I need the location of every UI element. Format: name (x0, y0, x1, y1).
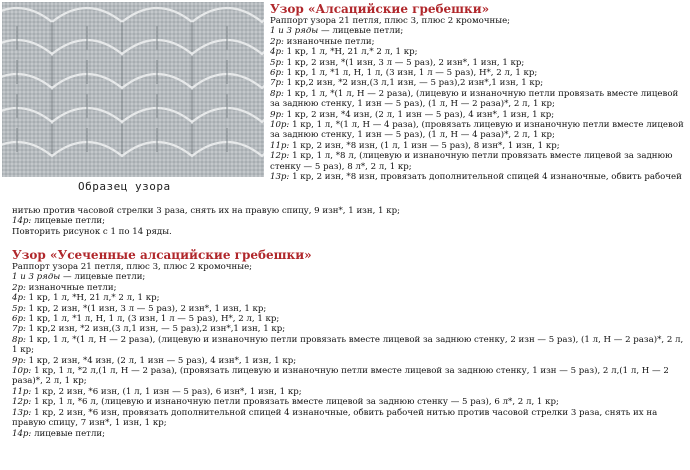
pattern1-repeat: Раппорт узора 21 петля, плюс 3, плюс 2 кромочные; (270, 16, 511, 26)
pattern1-block (270, 2, 686, 183)
pattern2-repeat: Раппорт узора 21 петля, плюс 3, плюс 2 кромочные; (12, 262, 253, 272)
pattern-row: 7р: 1 кр,2 изн, *2 изн,(3 л,1 изн, — 5 раз),2 изн*,1 изн, 1 кр; (270, 78, 544, 89)
pattern1-rows (270, 26, 686, 172)
pattern-row: 11р: 1 кр, 2 изн, *8 изн, (1 л, 1 изн — 5 раз), 8 изн*, 1 изн, 1 кр; (270, 140, 560, 151)
pattern1-row13-rest: нитью против часовой стрелки 3 раза, снять их на правую спицу, 9 изн*, 1 изн, 1 кр; (12, 206, 401, 216)
pattern-row: 11р: 1 кр, 2 изн, *6 изн, (1 л, 1 изн — 5 раз), 6 изн*, 1 изн, 1 кр; (12, 386, 302, 397)
pattern1-row13-first: 13р: 1 кр, 2 изн, *8 изн, провязать дополнительной спицей 4 изнаночные, обвить рабочей (270, 172, 682, 183)
pattern-row: 6р: 1 кр, 1 л, *1 л, Н, 1 л, (3 изн, 1 л — 5 раз), Н*, 2 л, 1 кр; (12, 314, 280, 325)
pattern-row: 12р: 1 кр, 1 л, *8 л, (лицевую и изнаночную петли провязать вместе лицевой за заднюю стенку — 5 раз), 8 л*, 2 л, 1 кр; (270, 151, 673, 172)
pattern-row: 2р: изнаночные петли; (270, 36, 375, 47)
pattern-row: 5р: 1 кр, 2 изн, *(1 изн, 3 л — 5 раз), 2 изн*, 1 изн, 1 кр; (270, 57, 525, 68)
pattern1-repeat-note: Повторить рисунок с 1 по 14 ряды. (12, 226, 172, 237)
pattern-row: 10р: 1 кр, 1 л, *2 л,(1 л, Н — 2 раза), (провязать лицевую и изнаночную петли вместе лицевой за заднюю стенку, 1 изн — 5 раз), 2 л,(1 л, Н — 2 раза)*, 2 л, 1 кр; (12, 366, 669, 387)
pattern-row: 13р: 1 кр, 2 изн, *6 изн, провязать дополнительной спицей 4 изнаночные, обвить рабочей нитью против часовой стрелки 3 раза, снять их на правую спицу, 7 изн*, 1 изн, 1 кр; (12, 407, 658, 429)
pattern1-title: Узор «Алсацийские гребешки» (270, 2, 490, 16)
pattern-row: 8р: 1 кр, 1 л, *(1 л, Н — 2 раза), (лицевую и изнаночную петли провязать вместе лицевой за заднюю стенку, 1 изн — 5 раз), (1 л, Н — 2 раза)*, 2 л, 1 кр; (270, 88, 679, 110)
pattern-row: 12р: 1 кр, 1 л, *6 л, (лицевую и изнаночную петли провязать вместе лицевой за заднюю стенку — 5 раз), 6 л*, 2 л, 1 кр; (12, 397, 559, 408)
pattern-row: 4р: 1 кр, 1 л, *Н, 21 л,* 2 л, 1 кр; (12, 293, 160, 304)
knitting-sample-photo (2, 2, 264, 177)
pattern-row: 10р: 1 кр, 1 л, *(1 л, Н — 4 раза), (провязать лицевую и изнаночную петли вместе лицевой за заднюю стенку, 1 изн — 5 раз), (1 л, Н — 4 раза)*, 2 л, 1 кр; (270, 120, 684, 141)
pattern2-title: Узор «Усеченные алсацийские гребешки» (12, 248, 312, 262)
pattern1-row14: 14р: лицевые петли; (12, 216, 106, 227)
pattern-row: 5р: 1 кр, 2 изн, *(1 изн, 3 л — 5 раз), 2 изн*, 1 изн, 1 кр; (12, 303, 267, 314)
pattern-row: 9р: 1 кр, 2 изн, *4 изн, (2 л, 1 изн — 5 раз), 4 изн*, 1 изн, 1 кр; (270, 109, 555, 120)
pattern-row: 4р: 1 кр, 1 л, *Н, 21 л,* 2 л, 1 кр; (270, 47, 418, 58)
pattern-row: 8р: 1 кр, 1 л, *(1 л, Н — 2 раза), (лицевую и изнаночную петли провязать вместе лицевой за заднюю стенку, 2 изн — 5 раз), (1 л, Н — 2 раза)*, 2 л, 1 кр; (12, 334, 684, 356)
pattern-row: 2р: изнаночные петли; (12, 282, 117, 293)
pattern2-block (12, 248, 688, 439)
pattern-row: 1 и 3 ряды — лицевые петли; (12, 272, 146, 283)
image-caption: Образец узора (78, 180, 171, 193)
scallop-pattern-graphic (2, 2, 264, 177)
pattern-row: 14р: лицевые петли; (12, 428, 106, 439)
pattern1-continued (12, 206, 688, 237)
pattern-row: 9р: 1 кр, 2 изн, *4 изн, (2 л, 1 изн — 5 раз), 4 изн*, 1 изн, 1 кр; (12, 355, 297, 366)
pattern-row: 6р: 1 кр, 1 л, *1 л, Н, 1 л, (3 изн, 1 л — 5 раз), Н*, 2 л, 1 кр; (270, 68, 538, 79)
pattern-row: 1 и 3 ряды — лицевые петли; (270, 26, 404, 37)
pattern-row: 7р: 1 кр,2 изн, *2 изн,(3 л,1 изн, — 5 раз),2 изн*,1 изн, 1 кр; (12, 324, 286, 335)
pattern2-rows (12, 272, 688, 439)
